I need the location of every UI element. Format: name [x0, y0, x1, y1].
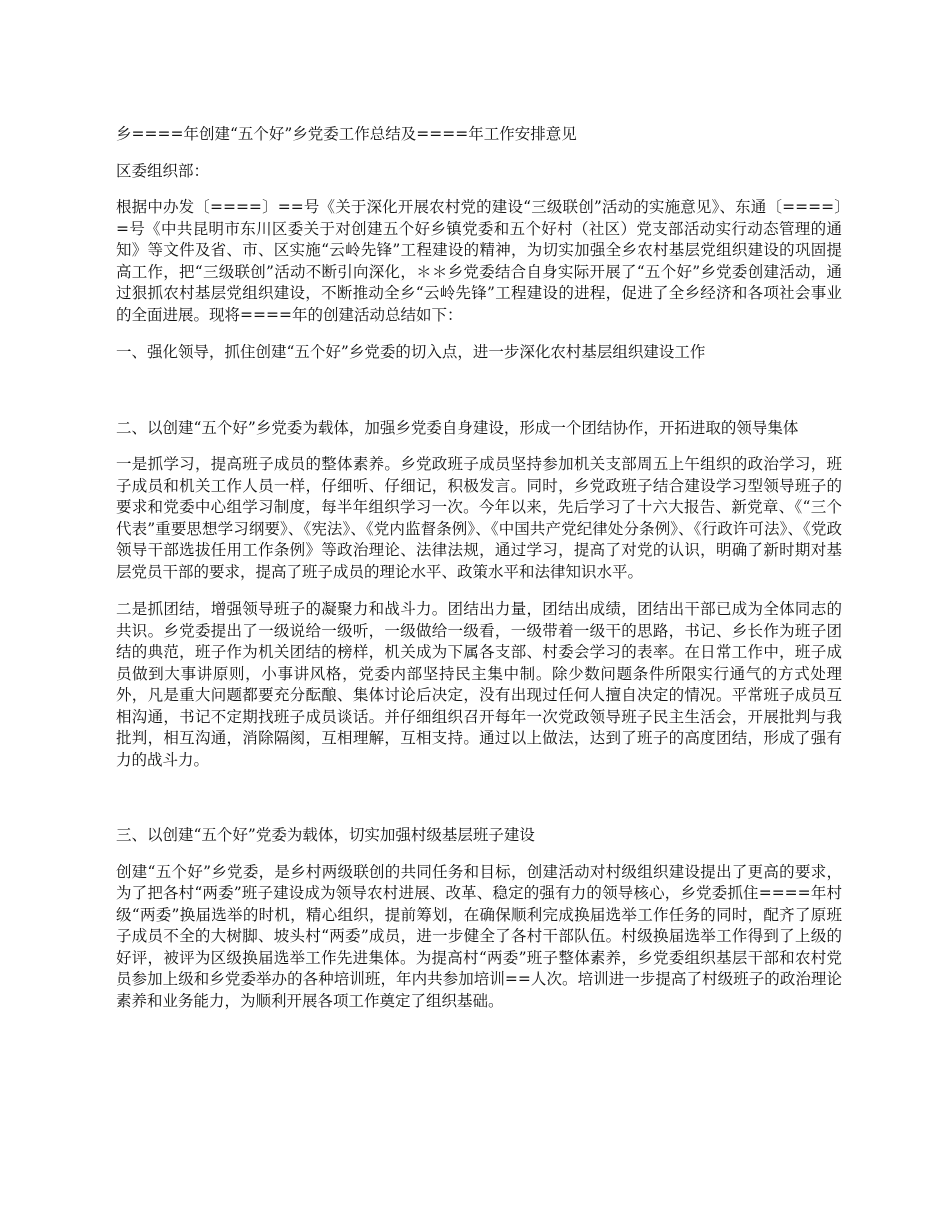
salutation: 区委组织部：	[116, 161, 210, 180]
document-title: 乡====年创建“五个好”乡党委工作总结及====年工作安排意见	[116, 125, 577, 143]
section-heading-2: 二、以创建“五个好”乡党委为载体，加强乡党委自身建设，形成一个团结协作，开拓进取的领导集体	[116, 418, 799, 437]
document-page	[116, 124, 842, 1012]
section-3-paragraph-1: 创建“五个好”乡党委，是乡村两级联创的共同任务和目标，创建活动对村级组织建设提出了更高的要求，为了把各村“两委”班子建设成为领导农村进展、改革、稳定的强有力的领导核心，乡党委抓住====年村级“两委”换届选举的时机，精心组织，提前筹划，在确保顺利完成换届选举工作任务的同时，配齐了原班子成员不全的大树脚、坡头村“两委”成员，进一步健全了各村干部队伍。村级换届选举工作得到了上级的好评，被评为区级换届选举工作先进集体。为提高村“两委”班子整体素养，乡党委组织基层干部和农村党员参加上级和乡党委举办的各种培训班，年内共参加培训==人次。培训进一步提高了村级班子的政治理论素养和业务能力，为顺利开展各项工作奠定了组织基础。	[116, 862, 842, 1010]
intro-paragraph: 根据中办发〔====〕==号《关于深化开展农村党的建设“三级联创”活动的实施意见》、东通〔====〕=号《中共昆明市东川区委关于对创建五个好乡镇党委和五个好村（社区）党支部活动实行动态管理的通知》等文件及省、市、区实施“云岭先锋”工程建设的精神，为切实加强全乡农村基层党组织建设的巩固提高工作，把“三级联创”活动不断引向深化，＊＊乡党委结合自身实际开展了“五个好”乡党委创建活动，通过狠抓农村基层党组织建设，不断推动全乡“云岭先锋”工程建设的进程，促进了全乡经济和各项社会事业的全面进展。现将====年的创建活动总结如下：	[116, 198, 842, 324]
section-heading-1: 一、强化领导，抓住创建“五个好”乡党委的切入点，进一步深化农村基层组织建设工作	[116, 343, 706, 361]
section-2-paragraph-2: 二是抓团结，增强领导班子的凝聚力和战斗力。团结出力量，团结出成绩，团结出干部已成为全体同志的共识。乡党委提出了一级说给一级听，一级做给一级看，一级带着一级干的思路，书记、乡长作为班子团结的典范，班子作为机关团结的榜样，机关成为下属各支部、村委会学习的表率。在日常工作中，班子成员做到大事讲原则，小事讲风格，党委内部坚持民主集中制。除少数问题条件所限实行通气的方式处理外，凡是重大问题都要充分酝酿、集体讨论后决定，没有出现过任何人擅自决定的情况。平常班子成员互相沟通，书记不定期找班子成员谈话。并仔细组织召开每年一次党政领导班子民主生活会，开展批判与我批判，相互沟通，消除隔阂，互相理解，互相支持。通过以上做法，达到了班子的高度团结，形成了强有力的战斗力。	[116, 600, 842, 769]
section-2-paragraph-1: 一是抓学习，提高班子成员的整体素养。乡党政班子成员坚持参加机关支部周五上午组织的政治学习，班子成员和机关工作人员一样，仔细听、仔细记，积极发言。同时，乡党政班子结合建设学习型领导班子的要求和党委中心组学习制度，每半年组织学习一次。今年以来，先后学习了十六大报告、新党章、《“三个代表”重要思想学习纲要》、《宪法》、《党内监督条例》、《中国共产党纪律处分条例》、《行政许可法》、《党政领导干部选拔任用工作条例》等政治理论、法律法规，通过学习，提高了对党的认识，明确了新时期对基层党员干部的要求，提高了班子成员的理论水平、政策水平和法律知识水平。	[116, 455, 842, 581]
section-heading-3: 三、以创建“五个好”党委为载体，切实加强村级基层班子建设	[116, 826, 535, 844]
